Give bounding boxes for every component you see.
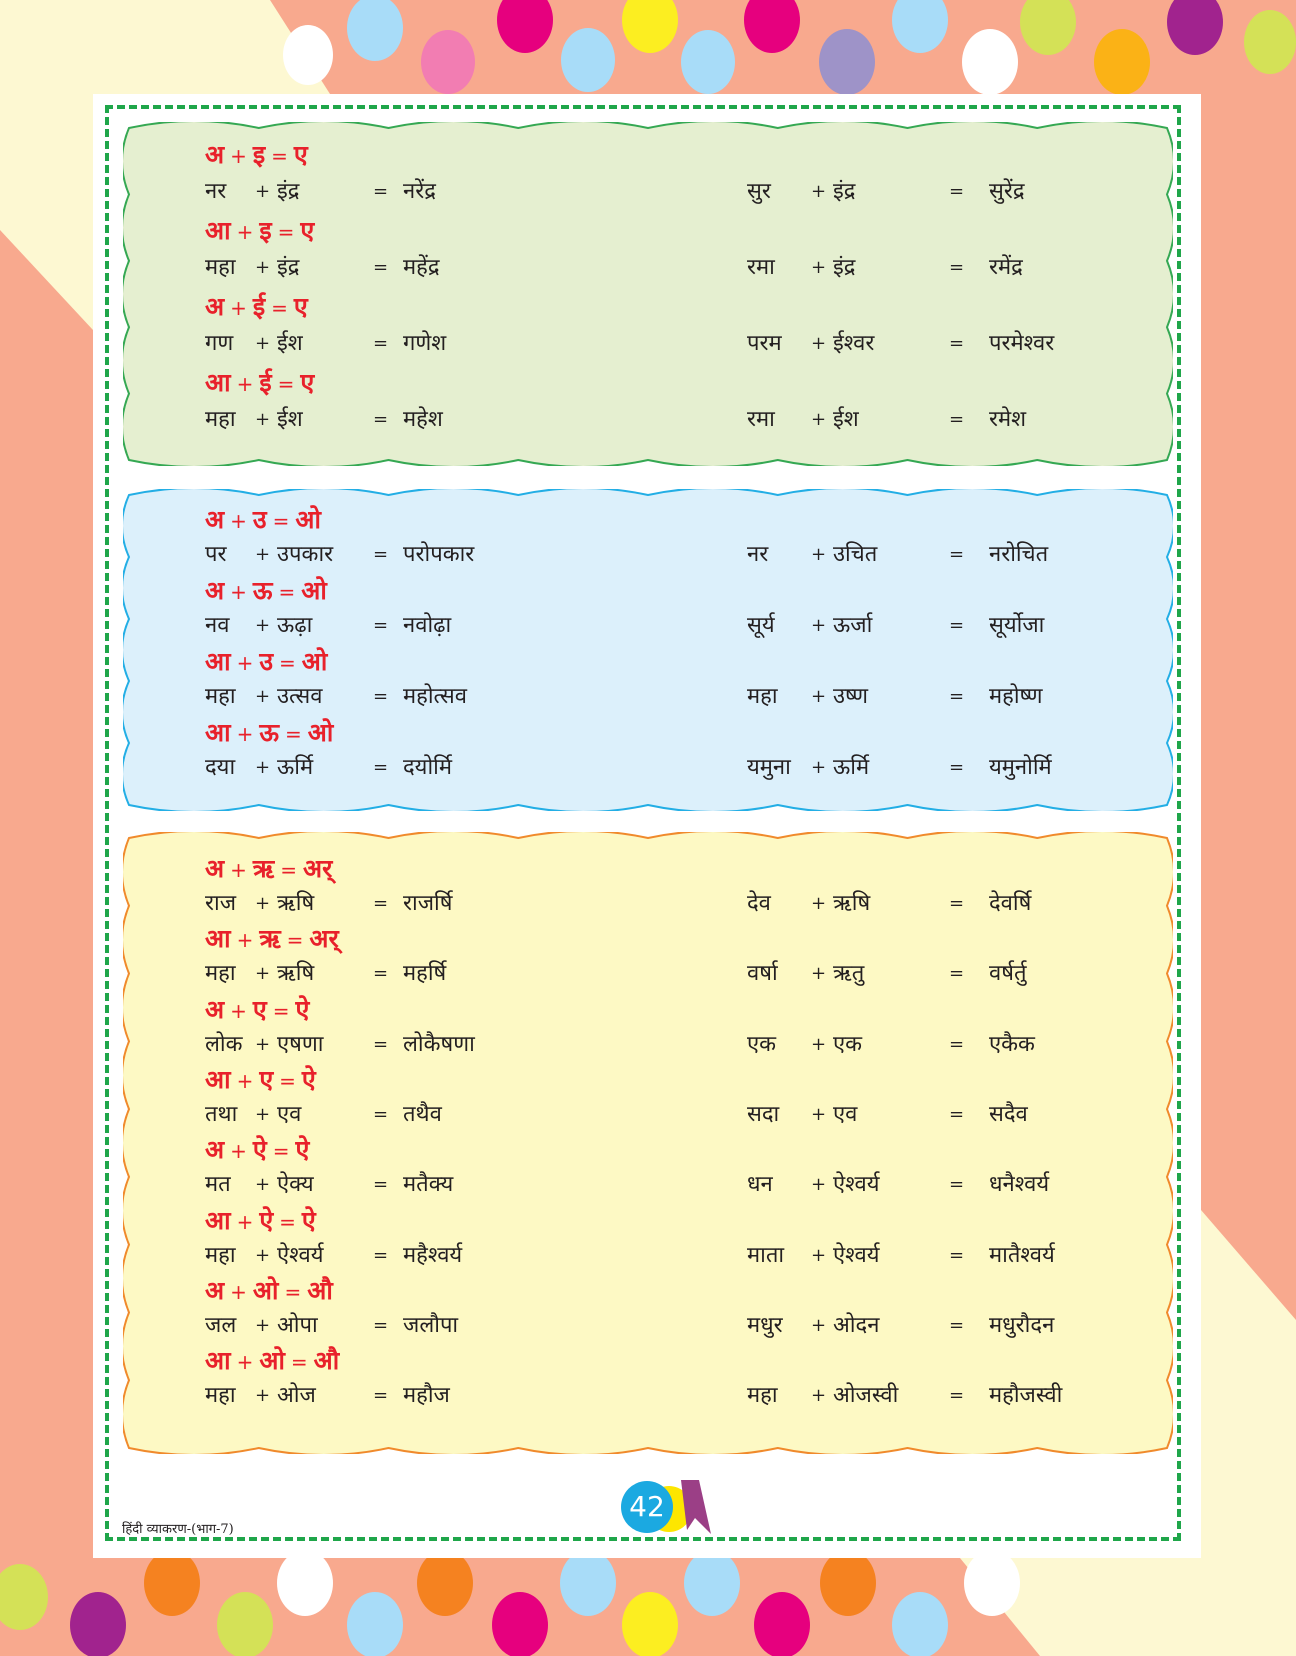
plus-sign: + [236,1068,254,1093]
sandhi-rule [205,292,308,322]
sandhi-rule [205,576,327,606]
left-word-1: महा [205,961,236,987]
rule-second-vowel: ई [252,292,266,321]
right-result: परमेश्वर [989,331,1055,356]
rule-result-vowel: ओ [295,505,321,534]
equals-sign: = [277,372,295,396]
panel-yellow [123,832,1173,1454]
right-word-1: परम [747,331,782,356]
equals-sign: = [277,220,295,244]
plus-sign: + [236,651,254,675]
rule-second-vowel: ऋ [259,924,281,954]
left-result: दयोर्मि [403,755,452,780]
left-result: राजर्षि [403,891,453,916]
right-equals: = [949,615,965,636]
right-word-1: देव [747,891,771,916]
book-title: हिंदी व्याकरण-(भाग-7) [122,1522,234,1537]
right-equals: = [949,893,965,914]
right-equals: = [949,686,965,707]
right-word-2: इंद्र [833,255,856,280]
right-plus: + [811,1033,827,1055]
left-word-2: ऐश्वर्य [277,1242,324,1268]
example-row [123,958,1173,990]
rule-first-vowel: अ [205,140,225,169]
content-page [93,94,1201,1558]
rule-first-vowel: आ [205,718,231,747]
right-plus: + [811,963,827,985]
equals-sign: = [279,1068,296,1093]
right-plus: + [811,893,827,914]
right-result: महौजस्वी [989,1383,1063,1409]
left-word-2: इंद्र [277,179,300,204]
right-plus: + [811,1314,827,1336]
example-row [123,1310,1173,1342]
right-result: सूर्योजा [989,613,1045,638]
left-equals: = [373,1244,389,1266]
plus-sign: + [236,1350,254,1375]
example-row [123,539,1173,571]
right-word-1: रमा [747,407,775,432]
rule-second-vowel: ऐ [252,1135,267,1165]
left-plus: + [255,686,271,707]
left-word-1: पर [205,542,227,567]
sandhi-rule [205,924,339,954]
left-plus: + [255,181,271,202]
left-result: महेश [403,407,443,432]
left-plus: + [255,333,271,354]
right-result: रमेंद्र [989,255,1023,280]
right-word-2: ऋषि [833,891,871,916]
equals-sign: = [278,580,296,604]
equals-sign: = [284,1279,302,1304]
left-word-1: जल [205,1312,237,1338]
right-word-1: माता [747,1242,785,1268]
right-word-2: ऐश्वर्य [833,1172,880,1198]
left-word-2: ईश [277,331,303,356]
right-equals: = [949,1103,965,1125]
rule-first-vowel: आ [205,1346,231,1376]
sandhi-rule [205,140,308,170]
right-word-2: इंद्र [833,179,856,204]
equals-sign: = [284,722,302,746]
rule-second-vowel: इ [259,216,272,245]
right-word-2: ऐश्वर्य [833,1242,880,1268]
rule-result-vowel: ओ [301,576,327,605]
right-result: नरोचित [989,542,1049,567]
left-word-2: ऊढ़ा [277,613,313,638]
left-equals: = [373,409,389,430]
equals-sign: = [279,651,296,675]
plus-sign: + [230,1139,247,1164]
example-row [123,681,1173,713]
left-word-1: नर [205,179,227,204]
right-result: सदैव [989,1101,1028,1127]
right-word-1: सदा [747,1101,780,1127]
sandhi-rule [205,1276,333,1306]
left-word-2: ऐक्य [277,1172,314,1198]
left-plus: + [255,893,271,914]
left-equals: = [373,1385,389,1407]
left-plus: + [255,615,271,636]
rule-result-vowel: ऐ [295,994,310,1024]
right-word-2: ईश [833,407,859,432]
rule-second-vowel: उ [252,505,267,534]
example-row [123,328,1173,360]
rule-first-vowel: आ [205,647,231,676]
right-result: रमेश [989,407,1027,432]
left-word-1: नव [205,613,230,638]
right-word-1: नर [747,542,769,567]
right-equals: = [949,1314,965,1336]
left-word-2: इंद्र [277,255,300,280]
left-plus: + [255,257,271,278]
page-number: 42 [621,1481,673,1533]
rule-second-vowel: ओ [259,1346,285,1376]
right-result: वर्षर्तु [989,961,1027,987]
left-plus: + [255,544,271,565]
right-word-2: ऊर्जा [833,613,873,638]
left-word-1: महा [205,684,236,709]
right-word-2: उचित [833,542,878,567]
sandhi-rule [205,1206,316,1236]
right-word-1: सुर [747,179,771,204]
right-equals: = [949,544,965,565]
example-row [123,252,1173,284]
plus-sign: + [230,580,247,604]
rule-result-vowel: अर् [302,854,333,883]
rule-second-vowel: ऊ [252,576,273,605]
right-word-2: ओजस्वी [833,1383,899,1409]
left-equals: = [373,686,389,707]
right-plus: + [811,1385,827,1407]
left-result: महेंद्र [403,255,440,280]
rule-second-vowel: ऊ [259,718,279,747]
plus-sign: + [236,220,254,244]
right-word-1: यमुना [747,755,791,780]
right-plus: + [811,1174,827,1196]
left-word-2: ईश [277,407,303,432]
left-word-2: एषणा [277,1031,324,1057]
rule-result-vowel: अर् [309,924,339,954]
right-word-2: उष्ण [833,684,869,709]
left-result: लोकैषणा [403,1031,475,1057]
right-result: यमुनोर्मि [989,755,1052,780]
plus-sign: + [230,858,247,882]
left-word-2: उपकार [277,542,334,567]
right-word-1: महा [747,1383,778,1409]
equals-sign: = [286,928,304,953]
left-result: महोत्सव [403,684,467,709]
equals-sign: = [279,1209,296,1234]
right-result: मधुरौदन [989,1312,1055,1338]
right-result: धनैश्वर्य [989,1172,1050,1198]
left-word-1: दया [205,755,236,780]
left-word-1: महा [205,1242,236,1268]
left-equals: = [373,1174,389,1196]
left-plus: + [255,1103,271,1125]
left-result: महौज [403,1383,450,1409]
right-result: मातैश्वर्य [989,1242,1055,1268]
example-row [123,1240,1173,1272]
example-row [123,1099,1173,1131]
left-word-2: एव [277,1101,302,1127]
equals-sign: = [272,998,290,1023]
rule-second-vowel: ई [259,368,272,397]
rule-first-vowel: अ [205,1135,225,1165]
rule-first-vowel: अ [205,854,225,883]
left-plus: + [255,1033,271,1055]
right-equals: = [949,1033,965,1055]
right-result: देवर्षि [989,891,1032,916]
right-result: एकैक [989,1031,1035,1057]
sandhi-rule [205,718,333,748]
right-word-2: एव [833,1101,858,1127]
left-result: जलौपा [403,1312,459,1338]
plus-sign: + [230,998,247,1023]
right-equals: = [949,757,965,778]
rule-second-vowel: ए [252,994,267,1024]
left-word-2: ऋषि [277,961,315,987]
left-word-1: राज [205,891,237,916]
left-equals: = [373,757,389,778]
plus-sign: + [230,296,247,320]
right-result: महोष्ण [989,684,1043,709]
right-plus: + [811,757,827,778]
rule-result-vowel: ऐ [301,1205,316,1235]
equals-sign: = [272,1139,290,1164]
right-word-1: एक [747,1031,777,1057]
left-word-2: ओज [277,1383,316,1409]
rule-result-vowel: ऐ [295,1135,310,1165]
sandhi-rule [205,647,327,677]
plus-sign: + [230,144,247,168]
rule-result-vowel: औ [313,1346,340,1376]
left-equals: = [373,544,389,565]
sandhi-rule [205,995,309,1025]
rule-result-vowel: ए [300,368,315,397]
rule-second-vowel: ए [259,1064,274,1094]
right-word-2: ईश्वर [833,331,875,356]
right-equals: = [949,181,965,202]
rule-result-vowel: ए [293,140,308,169]
left-word-1: तथा [205,1101,238,1127]
right-word-2: ओदन [833,1312,880,1338]
left-equals: = [373,1103,389,1125]
example-row [123,610,1173,642]
example-row [123,752,1173,784]
left-word-1: लोक [205,1031,243,1057]
rule-result-vowel: ए [300,216,315,245]
right-word-1: महा [747,684,778,709]
plus-sign: + [230,1279,247,1304]
example-row [123,404,1173,436]
right-word-2: ऋतु [833,961,865,987]
right-word-2: एक [833,1031,863,1057]
left-plus: + [255,1174,271,1196]
right-plus: + [811,333,827,354]
right-word-1: मधुर [747,1312,783,1338]
right-plus: + [811,1244,827,1266]
left-plus: + [255,409,271,430]
right-equals: = [949,409,965,430]
left-result: परोपकार [403,542,475,567]
right-plus: + [811,544,827,565]
left-plus: + [255,963,271,985]
rule-first-vowel: आ [205,368,231,397]
left-word-1: महा [205,255,236,280]
rule-first-vowel: आ [205,1064,231,1094]
rule-first-vowel: अ [205,576,225,605]
left-result: तथैव [403,1101,442,1127]
right-plus: + [811,1103,827,1125]
left-equals: = [373,333,389,354]
example-row [123,176,1173,208]
right-plus: + [811,409,827,430]
equals-sign: = [271,144,288,168]
sandhi-rule [205,368,314,398]
left-word-2: ऋषि [277,891,315,916]
rule-second-vowel: ओ [252,1275,279,1305]
sandhi-rule [205,1135,309,1165]
equals-sign: = [271,296,288,320]
left-word-1: महा [205,1383,236,1409]
right-plus: + [811,181,827,202]
rule-first-vowel: अ [205,1275,225,1305]
equals-sign: = [272,509,290,533]
right-plus: + [811,686,827,707]
left-word-2: ऊर्मि [277,755,314,780]
rule-first-vowel: आ [205,924,231,954]
rule-result-vowel: औ [307,1275,333,1305]
left-result: नवोढ़ा [403,613,452,638]
left-word-2: उत्सव [277,684,323,709]
left-word-2: ओपा [277,1312,318,1338]
plus-sign: + [236,722,254,746]
bookmark-ribbon-icon [679,1478,713,1536]
left-plus: + [255,1314,271,1336]
sandhi-rule [205,505,321,535]
left-result: मतैक्य [403,1172,454,1198]
left-word-1: गण [205,331,234,356]
rule-result-vowel: ए [293,292,308,321]
left-plus: + [255,757,271,778]
rule-first-vowel: अ [205,292,225,321]
plus-sign: + [236,1209,254,1234]
sandhi-rule [205,1065,316,1095]
rule-first-vowel: आ [205,216,231,245]
right-equals: = [949,1174,965,1196]
right-result: सुरेंद्र [989,179,1025,204]
plus-sign: + [236,372,254,396]
rule-first-vowel: अ [205,994,225,1024]
sandhi-rule [205,854,332,884]
left-equals: = [373,893,389,914]
left-equals: = [373,1033,389,1055]
sandhi-rule [205,1346,339,1376]
example-row [123,1029,1173,1061]
example-row [123,888,1173,920]
plus-sign: + [230,509,247,533]
rule-first-vowel: आ [205,1205,231,1235]
right-equals: = [949,1244,965,1266]
equals-sign: = [280,858,297,882]
panel-green [123,122,1173,466]
rule-first-vowel: अ [205,505,225,534]
right-equals: = [949,333,965,354]
example-row [123,1169,1173,1201]
left-equals: = [373,181,389,202]
left-plus: + [255,1385,271,1407]
left-equals: = [373,615,389,636]
left-result: गणेश [403,331,447,356]
rule-second-vowel: ऋ [252,854,275,883]
right-word-1: रमा [747,255,775,280]
left-equals: = [373,1314,389,1336]
rule-result-vowel: ऐ [301,1064,316,1094]
right-word-1: धन [747,1172,773,1198]
right-plus: + [811,615,827,636]
right-equals: = [949,1385,965,1407]
example-row [123,1380,1173,1412]
rule-result-vowel: ओ [301,647,328,676]
right-word-1: वर्षा [747,961,778,987]
sandhi-rule [205,216,314,246]
rule-second-vowel: इ [252,140,266,169]
plus-sign: + [236,928,254,953]
panel-blue [123,489,1173,811]
left-result: नरेंद्र [403,179,436,204]
equals-sign: = [290,1350,308,1375]
right-equals: = [949,963,965,985]
left-equals: = [373,257,389,278]
right-word-1: सूर्य [747,613,775,638]
left-result: महर्षि [403,961,447,987]
right-word-2: ऊर्मि [833,755,870,780]
rule-second-vowel: उ [259,647,274,676]
right-equals: = [949,257,965,278]
rule-second-vowel: ऐ [259,1205,274,1235]
right-plus: + [811,257,827,278]
left-word-1: महा [205,407,236,432]
left-equals: = [373,963,389,985]
left-result: महैश्वर्य [403,1242,463,1268]
left-plus: + [255,1244,271,1266]
left-word-1: मत [205,1172,231,1198]
rule-result-vowel: ओ [307,718,334,747]
